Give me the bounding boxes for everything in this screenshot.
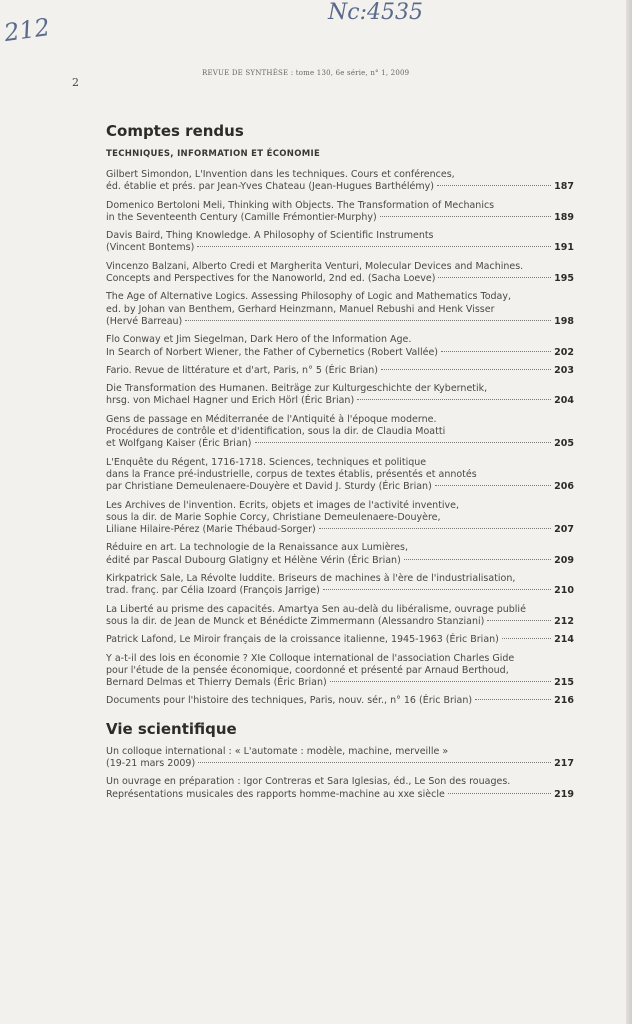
page-ref: 215 bbox=[554, 677, 574, 689]
entry-line: Flo Conway et Jim Siegelman, Dark Hero of the Information Age. bbox=[106, 334, 412, 346]
entry-line: Patrick Lafond, Le Miroir français de la croissance italienne, 1945-1963 (Éric Brian) bbox=[106, 634, 499, 646]
entry-last-line bbox=[106, 616, 574, 628]
entry-last-line bbox=[106, 677, 574, 689]
toc-entry bbox=[106, 695, 574, 707]
page-ref: 187 bbox=[554, 181, 574, 193]
page-ref: 206 bbox=[554, 481, 574, 493]
table-of-contents bbox=[106, 122, 574, 807]
entry-line: (19-21 mars 2009) bbox=[106, 757, 196, 769]
entry-line: in the Seventeenth Century (Camille Frémontier-Murphy) bbox=[106, 211, 377, 223]
entry-last-line bbox=[106, 789, 574, 801]
dot-leader bbox=[441, 351, 551, 352]
entry-line: et Wolfgang Kaiser (Éric Brian) bbox=[106, 438, 252, 450]
page-ref: 210 bbox=[554, 585, 574, 597]
entry-line: In Search of Norbert Wiener, the Father of Cybernetics (Robert Vallée) bbox=[106, 346, 438, 358]
page-ref: 214 bbox=[554, 634, 574, 646]
entry-last-line bbox=[106, 365, 574, 377]
entry-line: Procédures de contrôle et d'identification, sous la dir. de Claudia Moatti bbox=[106, 426, 446, 438]
section-title: Vie scientifique bbox=[106, 719, 237, 738]
page-number: 2 bbox=[72, 76, 79, 89]
entry-last-line bbox=[106, 555, 574, 567]
dot-leader bbox=[487, 620, 551, 621]
dot-leader bbox=[255, 442, 552, 443]
dot-leader bbox=[438, 277, 551, 278]
entry-line: par Christiane Demeulenaere-Douyère et David J. Sturdy (Éric Brian) bbox=[106, 481, 432, 493]
toc-entry bbox=[106, 230, 574, 255]
page-ref: 212 bbox=[554, 615, 574, 627]
entry-last-line bbox=[106, 212, 574, 224]
subsection-title: TECHNIQUES, INFORMATION ET ÉCONOMIE bbox=[106, 149, 321, 159]
entry-last-line bbox=[106, 524, 574, 536]
page-ref: 202 bbox=[554, 346, 574, 358]
handwritten-shelf-number: 212 bbox=[2, 12, 52, 48]
dot-leader bbox=[502, 638, 551, 639]
entry-line: Liliane Hilaire-Pérez (Marie Thébaud-Sorger) bbox=[106, 524, 316, 536]
toc-entry bbox=[106, 414, 574, 451]
entry-line: L'Enquête du Régent, 1716-1718. Sciences, techniques et politique bbox=[106, 456, 427, 468]
toc-entry bbox=[106, 776, 574, 801]
entry-line: Concepts and Perspectives for the Nanoworld, 2nd ed. (Sacha Loeve) bbox=[106, 273, 436, 285]
dot-leader bbox=[437, 185, 551, 186]
page-ref: 204 bbox=[554, 395, 574, 407]
entry-line: sous la dir. de Jean de Munck et Bénédicte Zimmermann (Alessandro Stanziani) bbox=[106, 615, 485, 627]
entry-last-line bbox=[106, 758, 574, 770]
entry-last-line bbox=[106, 585, 574, 597]
page-ref: 205 bbox=[554, 438, 574, 450]
entry-line: Bernard Delmas et Thierry Demals (Éric Brian) bbox=[106, 677, 327, 689]
entry-line: éd. établie et prés. par Jean-Yves Chateau (Jean-Hugues Barthélémy) bbox=[106, 181, 434, 193]
dot-leader bbox=[381, 369, 551, 370]
entry-line: Die Transformation des Humanen. Beiträge zur Kulturgeschichte der Kybernetik, bbox=[106, 383, 488, 395]
entry-last-line bbox=[106, 316, 574, 328]
page-ref: 207 bbox=[554, 524, 574, 536]
entry-line: Représentations musicales des rapports homme-machine au xxe siècle bbox=[106, 788, 445, 800]
page-ref: 189 bbox=[554, 211, 574, 223]
entry-last-line bbox=[106, 395, 574, 407]
entry-line: Un colloque international : « L'automate : modèle, machine, merveille » bbox=[106, 745, 449, 757]
dot-leader bbox=[404, 559, 551, 560]
toc-entry bbox=[106, 169, 574, 194]
toc-entry bbox=[106, 746, 574, 771]
section-title: Comptes rendus bbox=[106, 122, 244, 140]
running-header: REVUE DE SYNTHÈSE : tome 130, 6e série, n° 1, 2009 bbox=[202, 69, 410, 77]
entry-last-line bbox=[106, 438, 574, 450]
dot-leader bbox=[319, 528, 551, 529]
entry-line: pour l'étude de la pensée économique, coordonné et présenté par Arnaud Berthoud, bbox=[106, 664, 509, 676]
page-ref: 216 bbox=[554, 695, 574, 707]
entry-line: (Hervé Barreau) bbox=[106, 315, 183, 327]
dot-leader bbox=[435, 485, 551, 486]
handwritten-catalog-number: Nc:4535 bbox=[328, 0, 423, 25]
page-ref: 198 bbox=[554, 315, 574, 327]
entry-line: Kirkpatrick Sale, La Révolte luddite. Briseurs de machines à l'ère de l'industrialisation, bbox=[106, 573, 516, 585]
dot-leader bbox=[197, 246, 551, 247]
toc-entry bbox=[106, 200, 574, 225]
entry-line: Davis Baird, Thing Knowledge. A Philosophy of Scientific Instruments bbox=[106, 230, 434, 242]
entry-line: (Vincent Bontems) bbox=[106, 242, 195, 254]
entry-line: Gens de passage en Méditerranée de l'Antiquité à l'époque moderne. bbox=[106, 413, 437, 425]
page-ref: 195 bbox=[554, 273, 574, 285]
toc-entry bbox=[106, 500, 574, 537]
toc-entry bbox=[106, 573, 574, 598]
toc-entry bbox=[106, 634, 574, 646]
entry-line: Gilbert Simondon, L'Invention dans les techniques. Cours et conférences, bbox=[106, 169, 455, 180]
page-ref: 209 bbox=[554, 554, 574, 566]
entry-line: Domenico Bertoloni Meli, Thinking with Objects. The Transformation of Mechanics bbox=[106, 199, 495, 211]
entry-last-line bbox=[106, 347, 574, 359]
entry-line: Les Archives de l'invention. Écrits, objets et images de l'activité inventive, bbox=[106, 499, 460, 511]
entry-last-line bbox=[106, 242, 574, 254]
dot-leader bbox=[448, 793, 551, 794]
entry-last-line bbox=[106, 634, 574, 646]
dot-leader bbox=[475, 699, 551, 700]
toc-entry bbox=[106, 542, 574, 567]
entry-line: ed. by Johan van Benthem, Gerhard Heinzmann, Manuel Rebushi and Henk Visser bbox=[106, 303, 495, 315]
entry-line: Un ouvrage en préparation : Igor Contreras et Sara Iglesias, éd., Le Son des rouages. bbox=[106, 776, 511, 788]
toc-entry bbox=[106, 383, 574, 408]
toc-entry bbox=[106, 365, 574, 377]
entry-line: dans la France pré-industrielle, corpus de textes établis, présentés et annotés bbox=[106, 468, 477, 480]
page-edge bbox=[626, 0, 632, 1024]
page-ref: 203 bbox=[554, 364, 574, 376]
entry-line: trad. franç. par Célia Izoard (François Jarrige) bbox=[106, 585, 320, 597]
toc-entry bbox=[106, 291, 574, 328]
dot-leader bbox=[323, 589, 551, 590]
dot-leader bbox=[198, 762, 551, 763]
entry-line: sous la dir. de Marie Sophie Corcy, Christiane Demeulenaere-Douyère, bbox=[106, 511, 441, 523]
entry-line: Fario. Revue de littérature et d'art, Paris, n° 5 (Éric Brian) bbox=[106, 364, 379, 376]
entry-last-line bbox=[106, 695, 574, 707]
page-ref: 191 bbox=[554, 242, 574, 254]
toc-entry bbox=[106, 604, 574, 629]
toc-entry bbox=[106, 334, 574, 359]
toc-entry bbox=[106, 457, 574, 494]
entry-last-line bbox=[106, 273, 574, 285]
page-ref: 217 bbox=[554, 757, 574, 769]
dot-leader bbox=[357, 399, 551, 400]
entry-line: Réduire en art. La technologie de la Renaissance aux Lumières, bbox=[106, 542, 409, 554]
dot-leader bbox=[330, 681, 551, 682]
entry-line: hrsg. von Michael Hagner und Erich Hörl (Éric Brian) bbox=[106, 395, 355, 407]
entry-line: The Age of Alternative Logics. Assessing Philosophy of Logic and Mathematics Today, bbox=[106, 291, 512, 303]
entry-last-line bbox=[106, 481, 574, 493]
entry-line: Vincenzo Balzani, Alberto Credi et Margherita Venturi, Molecular Devices and Machines. bbox=[106, 260, 524, 272]
toc-entry bbox=[106, 653, 574, 690]
page-ref: 219 bbox=[554, 788, 574, 800]
entry-line: La Liberté au prisme des capacités. Amartya Sen au-delà du libéralisme, ouvrage publié bbox=[106, 603, 526, 615]
entry-line: Y a-t-il des lois en économie ? XIe Colloque international de l'association Charles Gide bbox=[106, 652, 515, 664]
entry-line: Documents pour l'histoire des techniques, Paris, nouv. sér., n° 16 (Éric Brian) bbox=[106, 695, 473, 707]
dot-leader bbox=[380, 216, 551, 217]
entry-line: édité par Pascal Dubourg Glatigny et Hélène Vérin (Éric Brian) bbox=[106, 554, 401, 566]
dot-leader bbox=[185, 320, 551, 321]
toc-entry bbox=[106, 261, 574, 286]
entry-last-line bbox=[106, 181, 574, 193]
